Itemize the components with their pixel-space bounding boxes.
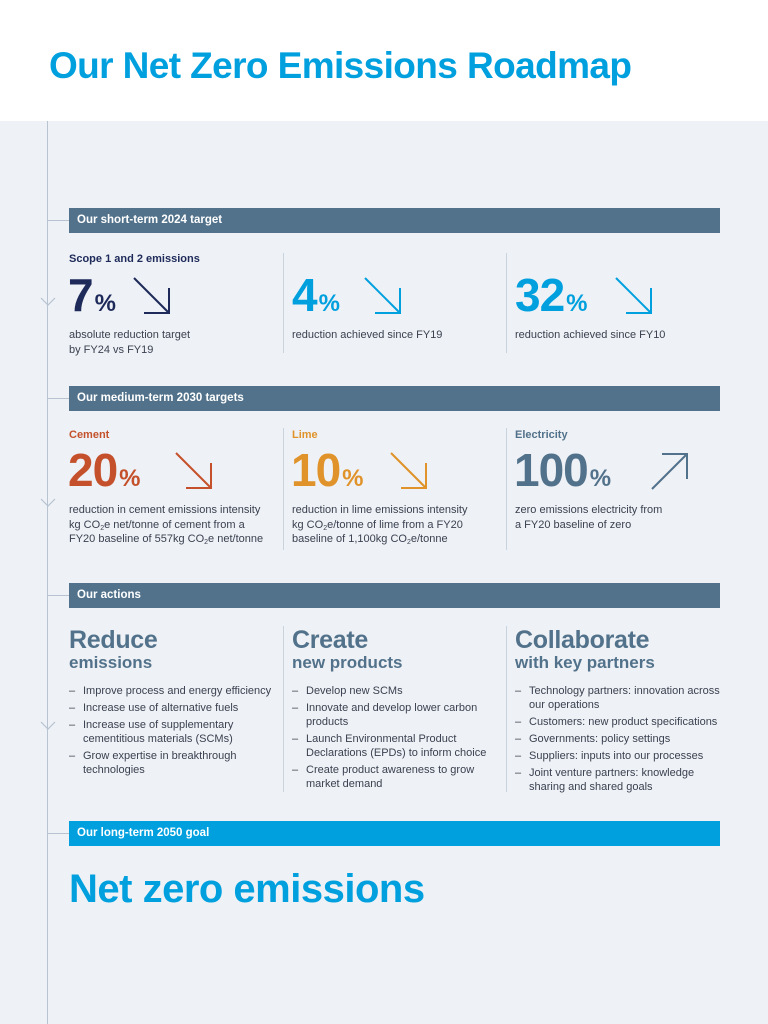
actions-bar <box>69 583 720 608</box>
stat-description: reduction achieved since FY10 <box>515 329 666 341</box>
action-list <box>292 684 487 794</box>
medium-term-bar <box>69 386 720 411</box>
column-divider <box>283 253 284 353</box>
stat-value <box>291 443 363 497</box>
arrow-down-right-icon <box>132 276 172 316</box>
action-title: Create <box>292 626 369 654</box>
list-item: – Create product awareness to grow market demand <box>292 763 487 791</box>
action-subtitle: emissions <box>69 653 153 672</box>
action-subtitle: new products <box>292 653 403 672</box>
timeline-connector <box>47 398 69 399</box>
arrow-down-right-icon <box>614 276 654 316</box>
arrow-down-right-icon <box>363 276 403 316</box>
timeline-connector <box>47 220 69 221</box>
stat-value <box>68 268 115 322</box>
column-divider <box>506 626 507 792</box>
column-divider <box>283 626 284 792</box>
goal-statement: Net zero emissions <box>69 867 425 911</box>
column-divider <box>506 428 507 550</box>
stat-number: 4 <box>292 269 317 321</box>
arrow-down-right-icon <box>389 451 429 491</box>
electricity-label: Electricity <box>515 429 568 441</box>
page-title: Our Net Zero Emissions Roadmap <box>49 45 632 86</box>
stat-unit: % <box>318 290 339 317</box>
stat-unit: % <box>94 290 115 317</box>
medium-term-heading: Our medium-term 2030 targets <box>77 392 244 404</box>
scope-label: Scope 1 and 2 emissions <box>69 253 200 265</box>
list-item: – Customers: new product specifications <box>515 715 727 729</box>
timeline-line <box>47 121 48 1024</box>
long-term-bar <box>69 821 720 846</box>
stat-description: absolute reduction target by FY24 vs FY19 <box>69 329 191 356</box>
chevron-down-icon <box>40 498 56 508</box>
cement-label: Cement <box>69 429 110 441</box>
stat-value <box>68 443 140 497</box>
chevron-down-icon <box>40 721 56 731</box>
stat-unit: % <box>342 465 363 492</box>
column-divider <box>506 253 507 353</box>
lime-label: Lime <box>292 429 318 441</box>
stat-description: zero emissions electricity from a FY20 baseline of zero <box>515 504 663 531</box>
long-term-heading: Our long-term 2050 goal <box>77 827 210 839</box>
list-item: – Increase use of supplementary cementitious materials (SCMs) <box>69 718 279 746</box>
list-item: – Governments: policy settings <box>515 732 727 746</box>
list-item: – Innovate and develop lower carbon products <box>292 701 487 729</box>
stat-description: reduction achieved since FY19 <box>292 329 443 341</box>
timeline-connector <box>47 595 69 596</box>
stat-number: 20 <box>68 444 118 496</box>
action-subtitle: with key partners <box>515 653 655 672</box>
chevron-down-icon <box>40 297 56 307</box>
action-list <box>515 684 727 797</box>
list-item: – Suppliers: inputs into our processes <box>515 749 727 763</box>
actions-heading: Our actions <box>77 589 141 601</box>
list-item: – Improve process and energy efficiency <box>69 684 279 698</box>
arrow-down-right-icon <box>174 451 214 491</box>
list-item: – Launch Environmental Product Declarations (EPDs) to inform choice <box>292 732 487 760</box>
timeline-connector <box>47 833 69 834</box>
stat-number: 7 <box>68 269 93 321</box>
column-divider <box>283 428 284 550</box>
list-item: – Grow expertise in breakthrough technologies <box>69 749 279 777</box>
stat-value <box>515 268 587 322</box>
stat-number: 100 <box>514 444 588 496</box>
short-term-bar <box>69 208 720 233</box>
stat-value <box>514 443 610 497</box>
action-title: Collaborate <box>515 626 650 654</box>
list-item: – Joint venture partners: knowledge sharing and shared goals <box>515 766 727 794</box>
short-term-heading: Our short-term 2024 target <box>77 214 223 226</box>
stat-unit: % <box>589 465 611 492</box>
stat-number: 32 <box>515 269 565 321</box>
list-item: – Develop new SCMs <box>292 684 487 698</box>
title-band <box>0 0 768 121</box>
stat-value <box>292 268 339 322</box>
action-list <box>69 684 279 780</box>
stat-unit: % <box>566 290 587 317</box>
stat-description: reduction in cement emissions intensity kg $CO_2e$ net/tonne of cement from a FY20 baseline of 557kg $CO_2e$ net/tonne <box>69 504 264 546</box>
list-item: – Increase use of alternative fuels <box>69 701 279 715</box>
stat-unit: % <box>119 465 140 492</box>
list-item: – Technology partners: innovation across our operations <box>515 684 727 712</box>
stat-number: 10 <box>291 444 341 496</box>
stat-description: reduction in lime emissions intensity kg $CO_2e$/tonne of lime from a FY20 baseline of 1,100kg $CO_2e$/tonne <box>292 504 468 546</box>
arrow-up-right-icon <box>650 451 690 491</box>
action-title: Reduce <box>69 626 158 654</box>
